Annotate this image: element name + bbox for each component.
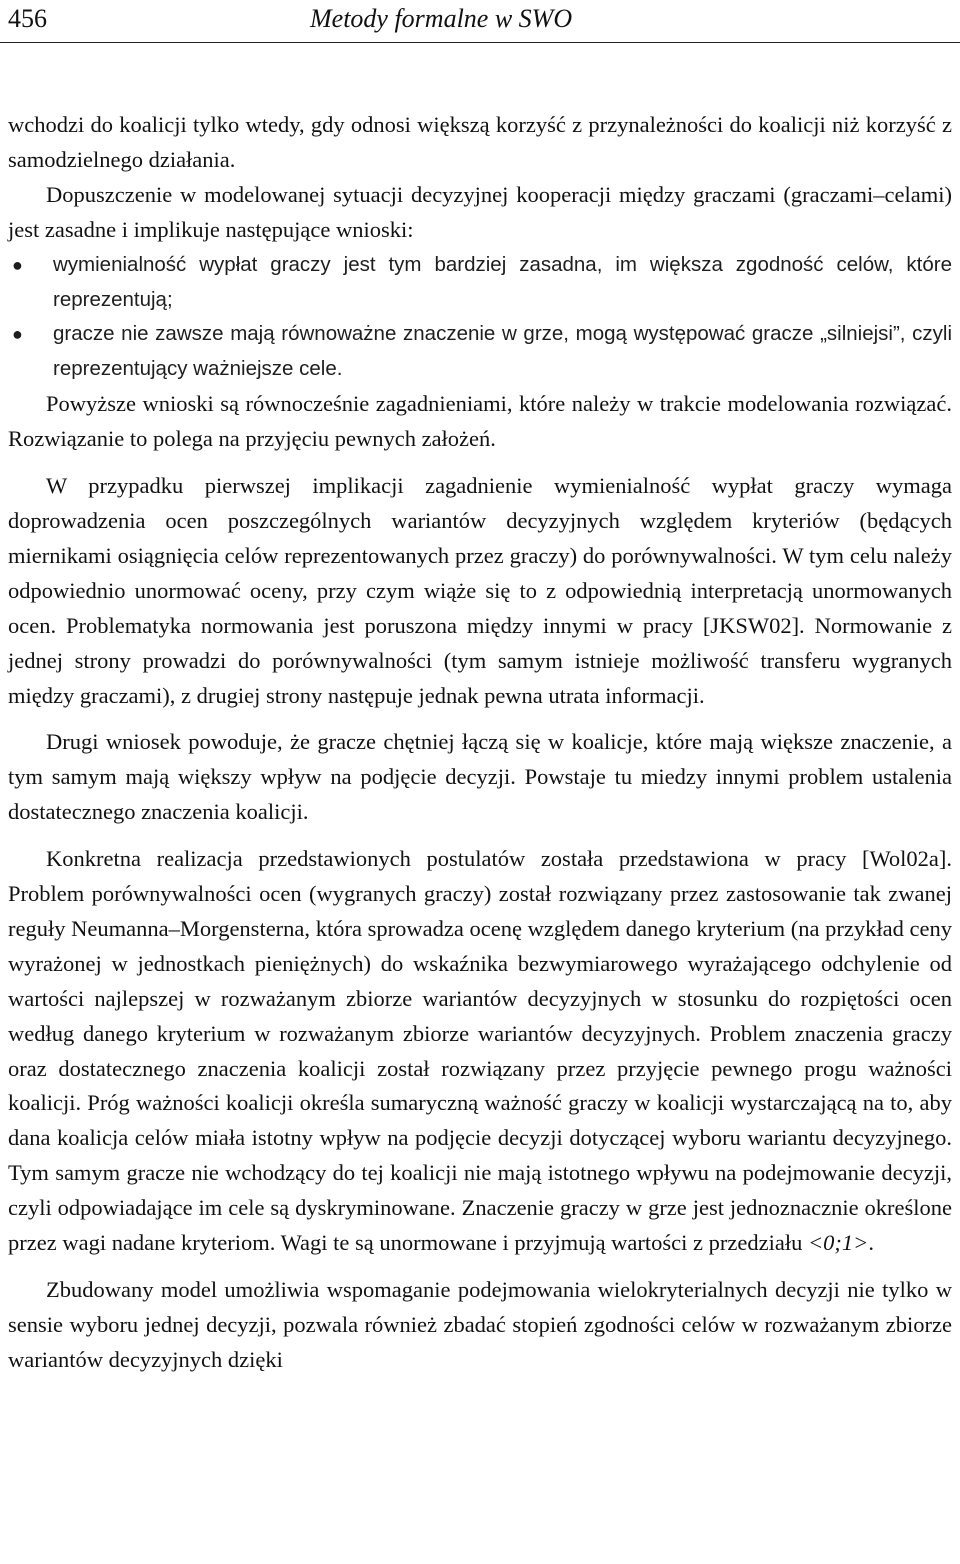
- page-body: [8, 108, 952, 1378]
- bullet-icon: ●: [12, 324, 23, 345]
- page-number: 456: [8, 4, 47, 33]
- paragraph-first-implication: W przypadku pierwszej implikacji zagadnienie wymienialność wypłat graczy wymaga doprowadzenia ocen poszczególnych wariantów decyzyjnych względem kryteriów (będących miernikami osiągnięcia celów reprezentowanych przez graczy) do porównywalności. W tym celu należy odpowiednio unormować oceny, przy czym wiąże się to z odpowiednią interpretacją unormowanych ocen. Problematyka normowania jest poruszona między innymi w pracy [JKSW02]. Normowanie z jednej strony prowadzi do porównywalności (tym samym istnieje możliwość transferu wygranych między graczami), z drugiej strony następuje jednak pewna utrata informacji.: [8, 473, 952, 708]
- paragraph-continuation: wchodzi do koalicji tylko wtedy, gdy odnosi większą korzyść z przynależności do koalicji niż korzyść z samodzielnego działania.: [8, 112, 952, 172]
- bullet-icon: ●: [12, 254, 23, 275]
- list-item: [8, 248, 952, 318]
- list-item: [8, 317, 952, 387]
- paragraph-realization-end: .: [868, 1230, 874, 1256]
- list-item-text: gracze nie zawsze mają równoważne znaczenie w grze, mogą występować gracze „silniejsi”, czyli reprezentujący ważniejsze cele.: [53, 322, 952, 381]
- paragraph-conclusions: Powyższe wnioski są równocześnie zagadnieniami, które należy w trakcie modelowania rozwiązać. Rozwiązanie to polega na przyjęciu pewnych założeń.: [8, 391, 952, 452]
- page-header: [0, 0, 960, 43]
- running-title: Metody formalne w SWO: [310, 4, 573, 33]
- paragraph-cooperation: Dopuszczenie w modelowanej sytuacji decyzyjnej kooperacji między graczami (graczami–celami) jest zasadne i implikuje następujące wnioski:: [8, 181, 952, 242]
- paragraph-realization: [8, 842, 952, 1261]
- paragraph-realization-text: Konkretna realizacja przedstawionych postulatów została przedstawiona w pracy [Wol02a]. Problem porównywalności ocen (wygranych graczy) został rozwiązany przez zastosowanie tak zwanej reguły Neumanna–Morgensterna, która sprowadza ocenę względem danego kryterium (na przykład ceny wyrażonej w jednostkach pieniężnych) do wskaźnika bezwymiarowego wyrażającego odchylenie od wartości najlepszej w rozważanym zbiorze wariantów decyzyjnych w stosunku do rozpiętości ocen według danego kryterium w rozważanym zbiorze wariantów decyzyjnych. Problem znaczenia graczy oraz dostatecznego znaczenia koalicji został rozwiązany przez przyjęcie pewnego progu ważności koalicji. Próg ważności koalicji określa sumaryczną ważność graczy w koalicji wystarczającą na to, aby dana koalicja celów miała istotny wpływ na podjęcie decyzji dotyczącej wyboru wariantu decyzyjnego. Tym samym gracze nie wchodzący do tej koalicji nie mają istotnego wpływu na podejmowanie decyzji, czyli odpowiadające im cele są dyskryminowane. Znaczenie graczy w grze jest jednoznacznie określone przez wagi nadane kryteriom. Wagi te są unormowane i przyjmują wartości z przedziału: [8, 846, 952, 1256]
- interval-notation: <0;1>: [807, 1230, 869, 1256]
- paragraph-second-implication: Drugi wniosek powoduje, że gracze chętniej łączą się w koalicje, które mają większe znaczenie, a tym samym mają większy wpływ na podjęcie decyzji. Powstaje tu miedzy innymi problem ustalenia dostatecznego znaczenia koalicji.: [8, 729, 952, 825]
- list-item-text: wymienialność wypłat graczy jest tym bardziej zasadna, im większa zgodność celów, które reprezentują;: [53, 252, 952, 311]
- paragraph-model: Zbudowany model umożliwia wspomaganie podejmowania wielokryterialnych decyzji nie tylko w sensie wyboru jednej decyzji, pozwala również zbadać stopień zgodności celów w rozważanym zbiorze wariantów decyzyjnych dzięki: [8, 1277, 952, 1372]
- conclusions-list: [8, 248, 952, 388]
